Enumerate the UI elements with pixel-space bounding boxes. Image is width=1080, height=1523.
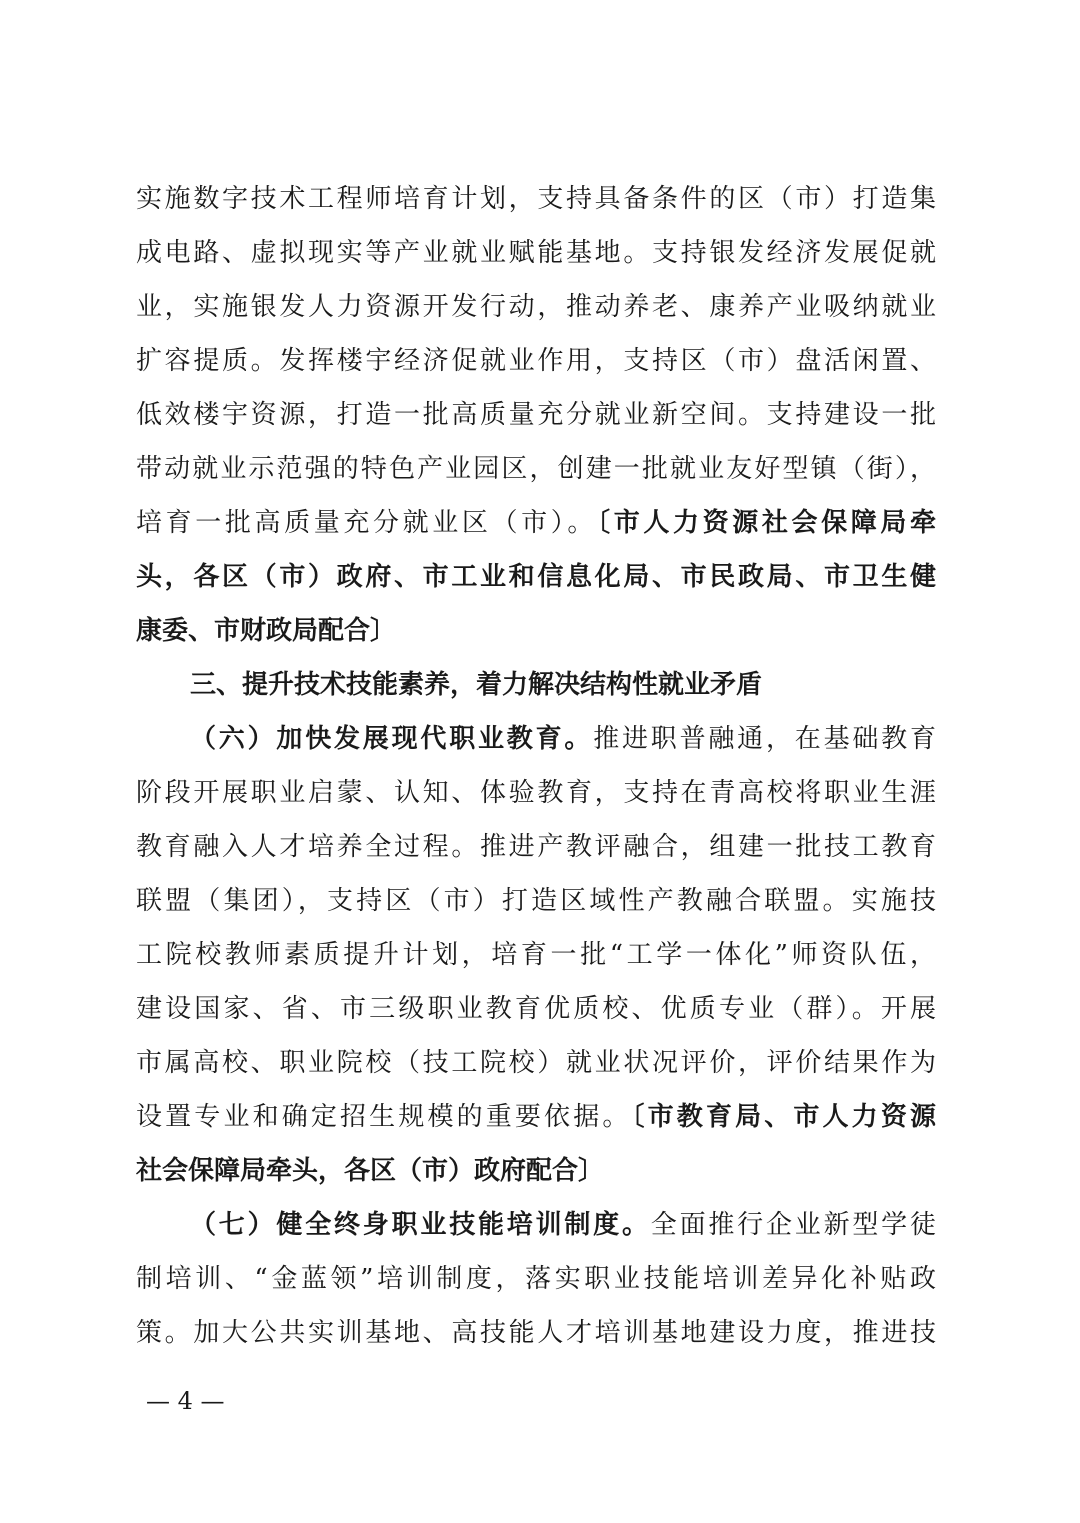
text-line: 实施数字技术工程师培育计划，支持具备条件的区（市）打造集 [136,184,936,214]
responsible-departments: 〔市教育局、市人力资源 [631,1102,936,1132]
text-line: 制培训、“金蓝领”培训制度，落实职业技能培训差异化补贴政 [136,1264,936,1294]
subsection-title: （六）加快发展现代职业教育。 [190,724,594,754]
text-line: 带动就业示范强的特色产业园区，创建一批就业友好型镇（街）， [136,454,936,484]
responsible-departments: 社会保障局牵头，各区（市）政府配合〕 [136,1156,605,1186]
text-normal: 推进职普融通，在基础教育 [593,724,936,754]
responsible-departments: 头，各区（市）政府、市工业和信息化局、市民政局、市卫生健 [136,562,936,592]
text-normal: 培育一批高质量充分就业区（市）。 [136,508,598,538]
text-line: 业，实施银发人力资源开发行动，推动养老、康养产业吸纳就业 [136,292,936,322]
text-line: 工院校教师素质提升计划，培育一批“工学一体化”师资队伍， [136,940,936,970]
text-line: 建设国家、省、市三级职业教育优质校、优质专业（群）。开展 [136,994,936,1024]
text-line: 市属高校、职业院校（技工院校）就业状况评价，评价结果作为 [136,1048,936,1078]
text-line: 阶段开展职业启蒙、认知、体验教育，支持在青高校将职业生涯 [136,778,936,808]
text-line: 教育融入人才培养全过程。推进产教评融合，组建一批技工教育 [136,832,936,862]
text-line: 扩容提质。发挥楼宇经济促就业作用，支持区（市）盘活闲置、 [136,346,936,376]
subsection-title: （七）健全终身职业技能培训制度。 [190,1210,651,1240]
text-line: 策。加大公共实训基地、高技能人才培训基地建设力度，推进技 [136,1318,936,1348]
section-heading: 三、提升技术技能素养，着力解决结构性就业矛盾 [190,670,763,700]
text-normal: 设置专业和确定招生规模的重要依据。 [136,1102,632,1132]
text-line [136,496,936,550]
page-number: — 4 — [146,1387,225,1415]
responsible-departments: 〔市人力资源社会保障局牵 [597,508,936,538]
paragraph-employment-space [136,172,936,658]
paragraph-skills-training [136,1198,936,1360]
text-line [136,1090,936,1144]
text-line: 低效楼宇资源，打造一批高质量充分就业新空间。支持建设一批 [136,400,936,430]
text-line [136,712,936,766]
paragraph-vocational-education [136,712,936,1198]
text-line [136,1198,936,1252]
text-normal: 全面推行企业新型学徒 [650,1210,936,1240]
responsible-departments: 康委、市财政局配合〕 [136,616,397,646]
document-body [136,172,936,1360]
text-line: 联盟（集团），支持区（市）打造区域性产教融合联盟。实施技 [136,886,936,916]
text-line: 成电路、虚拟现实等产业就业赋能基地。支持银发经济发展促就 [136,238,936,268]
